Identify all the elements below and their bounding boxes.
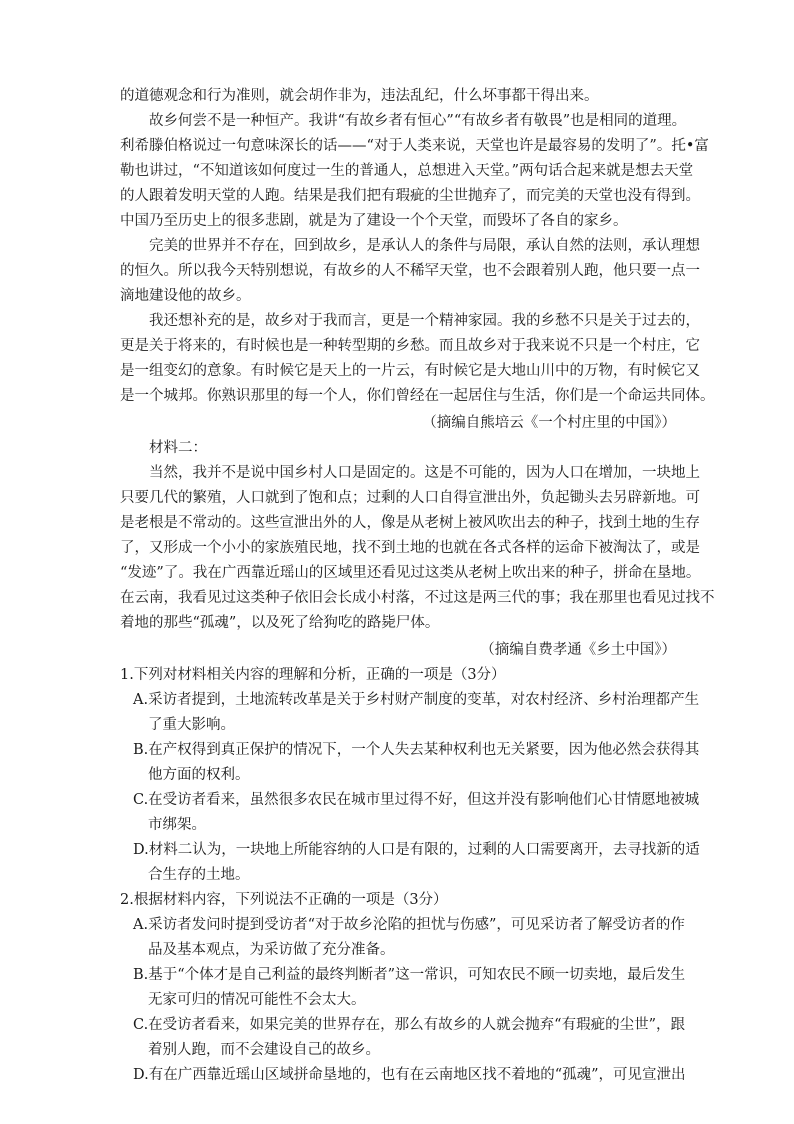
text-line: 利希滕伯格说过一句意味深长的话——“对于人类来说，天堂也许是最容易的发明了”。托•富 — [120, 138, 709, 154]
text-line: D.有在广西靠近瑶山区域拼命垦地的，也有在云南地区找不着地的“孤魂”，可见宣泄出 — [133, 1067, 686, 1083]
text-line: 当然，我并不是说中国乡村人口是固定的。这是不可能的，因为人口在增加，一块地上 — [149, 465, 700, 481]
text-line: “发迹”了。我在广西靠近瑶山的区域里还看见过这类从老树上吹出来的种子，拼命在垦地。 — [120, 565, 701, 581]
text-line: 只要几代的繁殖，人口就到了饱和点；过剩的人口自得宣泄出外，负起锄头去另辟新地。可 — [120, 490, 700, 506]
text-line: 滴地建设他的故乡。 — [120, 288, 251, 304]
text-line: C.在受访者看来，如果完美的世界存在，那么有故乡的人就会抛弃“有瑕疵的尘世”，跟 — [133, 1017, 686, 1033]
text-line: 故乡何尝不是一种恒产。我讲“有故乡者有恒心”“有故乡者有敬畏”也是相同的道理。 — [149, 113, 687, 129]
text-line: 我还想补充的是，故乡对于我而言，更是一个精神家园。我的乡愁不只是关于过去的， — [149, 313, 700, 329]
text-line: D.材料二认为，一块地上所能容纳的人口是有限的，过剩的人口需要离开，去寻找新的适 — [133, 842, 700, 858]
text-line: A.采访者发问时提到受访者“对于故乡沦陷的担忧与伤感”，可见采访者了解受访者的作 — [133, 917, 685, 933]
text-line: 中国乃至历史上的很多悲剧，就是为了建设一个个天堂，而毁坏了各自的家乡。 — [120, 213, 628, 229]
text-line: 无家可归的情况可能性不会太大。 — [148, 992, 366, 1008]
text-line: 着别人跑，而不会建设自己的故乡。 — [148, 1042, 380, 1058]
text-line: 品及基本观点，为采访做了充分准备。 — [148, 942, 395, 958]
text-line: 了，又形成一个小小的家族殖民地，找不到土地的也就在各式各样的运命下被淘汰了，或是 — [120, 540, 700, 556]
text-line: 在云南，我看见过这类种子依旧会长成小村落，不过这是两三代的事；我在那里也看见过找不 — [120, 590, 715, 606]
text-line: （摘编自熊培云《一个村庄里的中国》） — [422, 415, 676, 431]
text-line: 的人跟着发明天堂的人跑。结果是我们把有瑕疵的尘世抛弃了，而完美的天堂也没有得到。 — [120, 188, 700, 204]
text-line: 的恒久。所以我今天特别想说，有故乡的人不稀罕天堂，也不会跟着别人跑，他只要一点一 — [120, 263, 700, 279]
text-line: 市绑架。 — [148, 817, 206, 833]
text-line: B.在产权得到真正保护的情况下，一个人失去某种权利也无关紧要，因为他必然会获得其 — [133, 742, 700, 758]
text-line: 了重大影响。 — [148, 717, 235, 733]
text-line: 更是关于将来的，有时候也是一种转型期的乡愁。而且故乡对于我来说不只是一个村庄，它 — [120, 338, 700, 354]
text-line: 勒也讲过，“不知道该如何度过一生的普通人，总想进入天堂。”两句话合起来就是想去天堂 — [120, 163, 694, 179]
text-line: 完美的世界并不存在，回到故乡，是承认人的条件与局限，承认自然的法则，承认理想 — [149, 238, 700, 254]
text-line: B.基于“个体才是自己利益的最终判断者”这一常识，可知农民不顾一切卖地，最后发生 — [133, 967, 686, 983]
text-line: A.采访者提到，土地流转改革是关于乡村财产制度的变革，对农村经济、乡村治理都产生 — [133, 692, 700, 708]
text-line: 着地的那些“孤魂”，以及死了给狗吃的路毙尸体。 — [120, 615, 440, 631]
text-line: 是一组变幻的意象。有时候它是天上的一片云，有时候它是大地山川中的万物，有时候它又 — [120, 363, 700, 379]
text-line: 他方面的权利。 — [148, 767, 250, 783]
text-line: （摘编自费孝通《乡土中国》） — [480, 642, 676, 658]
text-line: 的道德观念和行为准则，就会胡作非为，违法乱纪，什么坏事都干得出来。 — [120, 88, 599, 104]
text-line: 材料二： — [149, 440, 207, 456]
text-line: 1.下列对材料相关内容的理解和分析，正确的一项是（3分） — [120, 667, 506, 683]
text-line: 是一个城邦。你熟识那里的每一个人，你们曾经在一起居住与生活，你们是一个命运共同体。 — [120, 388, 715, 404]
text-line: C.在受访者看来，虽然很多农民在城市里过得不好，但这并没有影响他们心甘情愿地被城 — [133, 792, 700, 808]
text-line: 是老根是不常动的。这些宣泄出外的人，像是从老树上被风吹出去的种子，找到土地的生存 — [120, 515, 700, 531]
text-line: 2.根据材料内容，下列说法不正确的一项是（3分） — [120, 892, 448, 908]
text-line: 合生存的土地。 — [148, 867, 250, 883]
